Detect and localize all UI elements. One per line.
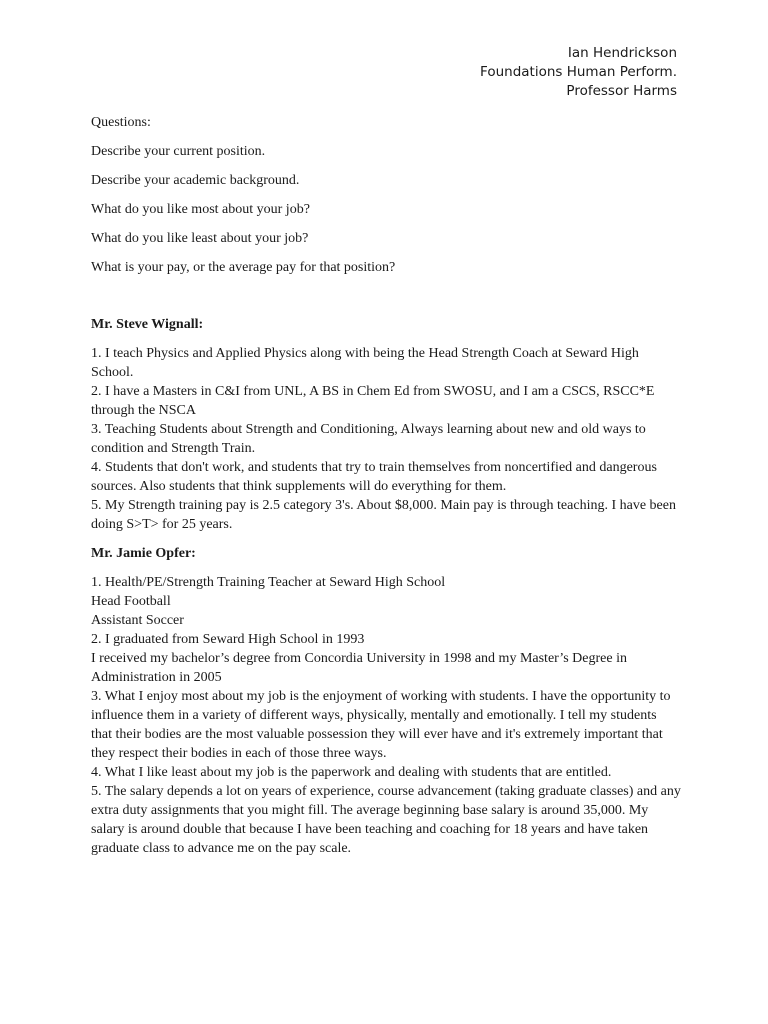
answer-item: 2. I graduated from Seward High School in 1993: [91, 632, 365, 647]
interviewee-name: Mr. Jamie Opfer:: [91, 546, 196, 561]
question-item: What do you like most about your job?: [91, 202, 310, 217]
answer-item: 2. I have a Masters in C&I from UNL, A BS in Chem Ed from SWOSU, and I am a CSCS, RSCC*E through the NSCA: [91, 384, 655, 418]
answer-item: 1. Health/PE/Strength Training Teacher at Seward High School: [91, 575, 446, 590]
question-item: Describe your academic background.: [91, 173, 300, 188]
answer-item: Assistant Soccer: [91, 613, 184, 628]
interview-answers: [91, 344, 681, 534]
question-item: What do you like least about your job?: [91, 231, 309, 246]
question-item: Describe your current position.: [91, 144, 266, 159]
author-header: [480, 44, 677, 101]
questions-heading: Questions:: [91, 115, 151, 130]
section-spacer: [91, 287, 681, 315]
answer-item: Head Football: [91, 594, 171, 609]
question-item: What is your pay, or the average pay for that position?: [91, 260, 396, 275]
answer-item: I received my bachelor’s degree from Concordia University in 1998 and my Master’s Degree in Administration in 2005: [91, 651, 627, 685]
course-name: Foundations Human Perform.: [480, 64, 677, 80]
professor-name: Professor Harms: [566, 83, 677, 99]
document-body: [91, 113, 681, 868]
answer-item: 3. Teaching Students about Strength and Conditioning, Always learning about new and old ways to condition and Strength Train.: [91, 422, 646, 456]
interview-answers: [91, 573, 681, 858]
author-name: Ian Hendrickson: [567, 45, 677, 61]
interviewee-name: Mr. Steve Wignall:: [91, 317, 204, 332]
answer-item: 4. What I like least about my job is the paperwork and dealing with students that are entitled.: [91, 765, 612, 780]
answer-item: 3. What I enjoy most about my job is the enjoyment of working with students. I have the opportunity to influence them in a variety of different ways, physically, mentally and emotionally. I tell my students that their bodies are the most valuable possession they will ever have and it's extremely important that they respect their bodies in each of those three ways.: [91, 689, 671, 761]
answer-item: 5. My Strength training pay is 2.5 category 3's. About $8,000. Main pay is through teaching. I have been doing S>T> for 25 years.: [91, 498, 676, 532]
answer-item: 1. I teach Physics and Applied Physics along with being the Head Strength Coach at Seward High School.: [91, 346, 639, 380]
answer-item: 4. Students that don't work, and students that try to train themselves from noncertified and dangerous sources. Also students that think supplements will do everything for them.: [91, 460, 657, 494]
answer-item: 5. The salary depends a lot on years of experience, course advancement (taking graduate classes) and any extra duty assignments that you might fill. The average beginning base salary is around 35,000. My salary is around double that because I have been teaching and coaching for 18 years and have taken graduate class to advance me on the pay scale.: [91, 784, 681, 856]
